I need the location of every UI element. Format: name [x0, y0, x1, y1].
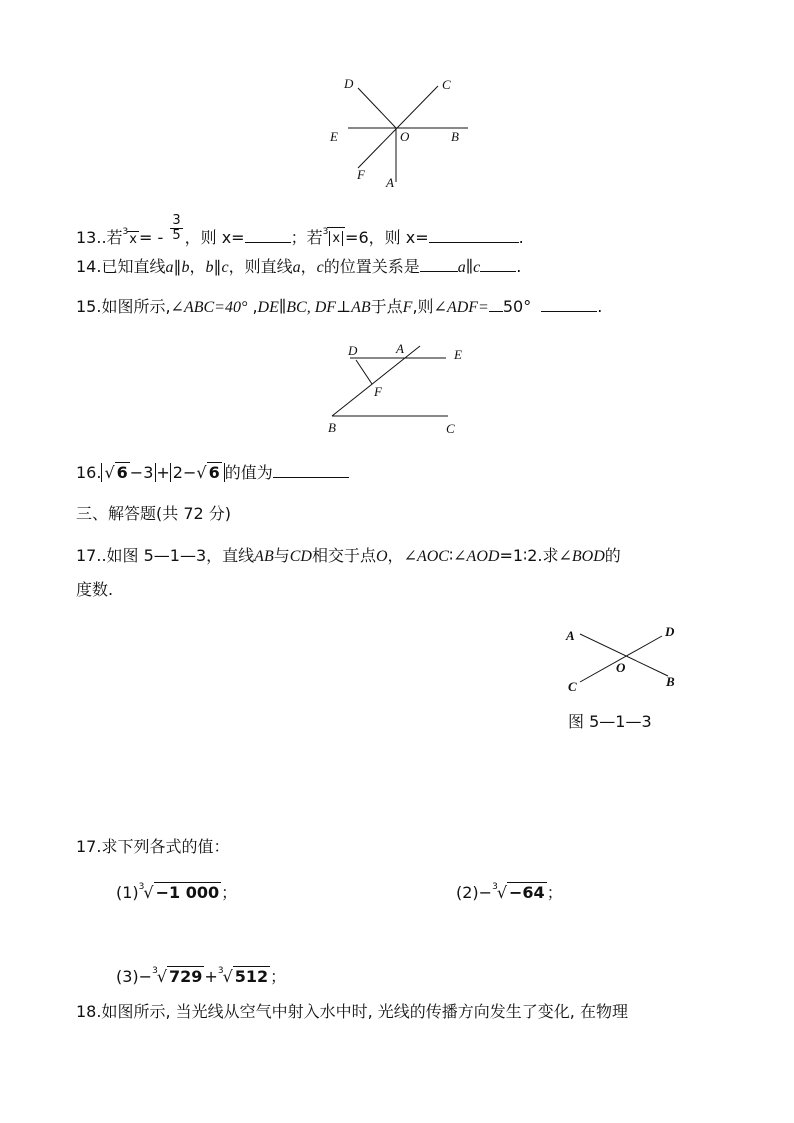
label-F: F: [357, 167, 365, 182]
p1-index: 3: [138, 882, 145, 892]
q17a-number: 17..如图 5—1—3，直线: [76, 546, 255, 565]
q14-relation: 的位置关系是: [323, 257, 420, 276]
q14-a: a: [165, 259, 174, 276]
q17a-t4: =1∶2.求: [499, 546, 559, 565]
q15-angle-abc: ∠ABC=40°: [170, 299, 248, 316]
q14-end: .: [516, 257, 522, 276]
q16-radicand-1: 6: [116, 463, 128, 482]
q13-abs-x: x: [329, 231, 343, 246]
fraction-3-5: [170, 214, 182, 243]
label-C: C: [446, 421, 455, 436]
q16-plus: +: [156, 463, 170, 482]
label-D: D: [348, 343, 358, 358]
q14-number: 14.已知直线: [76, 257, 166, 276]
q13-blank-2[interactable]: [429, 226, 519, 243]
p3-radicand-1: 729: [169, 967, 203, 986]
q17a-o: O: [375, 548, 388, 565]
p1-label: (1): [116, 883, 139, 902]
q13-radicand-2: [327, 227, 345, 247]
question-17-line2: [76, 579, 113, 601]
q14-comma: ，: [189, 257, 206, 276]
q15-point-f: F: [402, 299, 413, 316]
p3-end: ；: [270, 967, 287, 986]
q13-radicand: x: [129, 232, 137, 247]
question-15: [76, 295, 602, 319]
q14-blank-right[interactable]: [480, 255, 516, 272]
fraction-numerator: 3: [172, 213, 181, 228]
q17a-ab: AB: [254, 548, 274, 565]
q14-mid: ，则直线: [228, 257, 293, 276]
q15-angle-adf: ∠ADF=: [433, 299, 489, 316]
q15-sep1: ,: [247, 297, 258, 316]
q16-text: 的值为: [224, 463, 273, 482]
q17a-t5: 的: [604, 546, 621, 565]
q17a-t3: ，: [387, 546, 404, 565]
p2-end: ；: [546, 883, 563, 902]
p3-radicand-2: 512: [234, 967, 269, 986]
q15-number: 15.如图所示,: [76, 297, 171, 316]
q15-blank-left[interactable]: [489, 295, 503, 312]
label-F: F: [374, 384, 382, 399]
q13-number: 13..若: [76, 228, 123, 247]
fraction-denominator: 5: [172, 228, 181, 243]
label-B: B: [328, 420, 336, 435]
label-A: A: [386, 175, 394, 190]
q13-cube-index: 3: [122, 227, 129, 237]
q15-end: .: [597, 297, 603, 316]
section-3-title: 三、解答题(共 72 分): [76, 504, 232, 523]
figure-intersecting-lines: [320, 70, 480, 195]
q14-parallel: ∥: [173, 257, 182, 276]
label-E: E: [330, 129, 338, 144]
q14-c: c: [221, 259, 229, 276]
p2-index: 3: [492, 882, 498, 892]
q14-b2: b: [205, 259, 214, 276]
q16-two-minus: 2−: [172, 463, 197, 482]
q16-radicand-2: 6: [208, 463, 220, 482]
label-D: D: [665, 624, 675, 639]
q18-text: 18.如图所示, 当光线从空气中射入水中时, 光线的传播方向发生了变化, 在物理: [76, 1002, 628, 1021]
p3-plus: +: [204, 967, 218, 986]
q17b-part-1: $(1)^3√ -1$ 000 ；: [116, 882, 238, 902]
q16-minus-3: −3: [129, 463, 154, 482]
q14-c2: c: [316, 259, 324, 276]
q14-blank-left[interactable]: [420, 255, 458, 272]
label-B: B: [666, 674, 675, 689]
question-17-values: [76, 836, 229, 858]
label-O: O: [400, 129, 410, 144]
line-BA: [332, 346, 420, 416]
p3-index-2: 3: [217, 966, 224, 976]
section-title: [76, 503, 231, 525]
q14-b: b: [181, 259, 190, 276]
question-16: [76, 461, 349, 484]
q16-blank[interactable]: [273, 461, 349, 478]
q17a-angle-bod: ∠BOD: [558, 548, 605, 565]
q13-cube-index-2: 3: [322, 227, 329, 237]
p1-end: ；: [221, 883, 238, 902]
q17b-part-2: (2)−$^3$√ −64 ；: [456, 882, 563, 902]
q17a-line2: 度数.: [76, 580, 114, 599]
question-18: [76, 1001, 628, 1023]
line-CD: [580, 636, 662, 682]
p2-radicand: −64: [509, 883, 545, 902]
figure-parallel-lines: [320, 338, 480, 438]
q13-sep: ；若: [290, 228, 323, 247]
label-E: E: [454, 347, 462, 362]
q16-number: 16.: [76, 463, 102, 482]
label-C: C: [568, 679, 577, 694]
p2-label: (2)−: [456, 883, 493, 902]
figure-5-1-3: [560, 620, 690, 695]
question-14: [76, 255, 521, 279]
abs-bar-1: √ 6 −3: [101, 463, 153, 482]
q17a-cd: CD: [289, 548, 312, 565]
p3-index-1: 3: [152, 966, 158, 976]
q15-sep3: ,则: [412, 297, 434, 316]
q17b-part-3: (3)−$^3$√ 729 +$^3$√ 512 ；: [116, 966, 287, 986]
p3-label: (3)−: [116, 967, 153, 986]
p1-radicand: −1 000: [155, 883, 220, 902]
q15-sep2: 于点: [370, 297, 403, 316]
q13-mid: ，则 x=: [184, 228, 245, 247]
q15-answer: 50°: [502, 297, 532, 316]
label-C: C: [442, 77, 451, 92]
q17a-colon: ∶: [448, 546, 454, 565]
q14-answer: a∥c: [457, 259, 481, 276]
q17a-t1: 与: [273, 546, 290, 565]
label-D: D: [344, 76, 354, 91]
q14-a2: a: [292, 259, 301, 276]
label-A: A: [566, 628, 575, 643]
line-DO: [358, 88, 396, 128]
q15-conditions: DE∥BC, DF⊥AB: [257, 299, 371, 316]
question-13: [76, 213, 524, 251]
abs-bar-2: 2−√ 6: [170, 463, 222, 482]
question-17-angles: [76, 545, 621, 568]
label-O: O: [616, 660, 626, 675]
q14-parallel-2: ∥: [213, 257, 222, 276]
q13-end: .: [518, 228, 524, 247]
q17b-title: 17.求下列各式的值：: [76, 837, 230, 856]
line-CF: [358, 86, 438, 168]
q17a-t2: 相交于点: [311, 546, 376, 565]
q13-blank-1[interactable]: [245, 226, 291, 243]
q17a-angle-aod: ∠AOD: [453, 548, 500, 565]
q14-comma-2: ，: [300, 257, 317, 276]
figure-caption: 图 5—1—3: [568, 712, 652, 731]
q17a-angle-aoc: ∠AOC: [403, 548, 449, 565]
q13-eq1: = -: [138, 228, 164, 247]
label-B: B: [451, 129, 459, 144]
q13-eq2: =6，则 x=: [345, 228, 429, 247]
line-DF: [356, 360, 372, 384]
label-A: A: [396, 341, 404, 356]
q15-blank-right[interactable]: [541, 295, 597, 312]
